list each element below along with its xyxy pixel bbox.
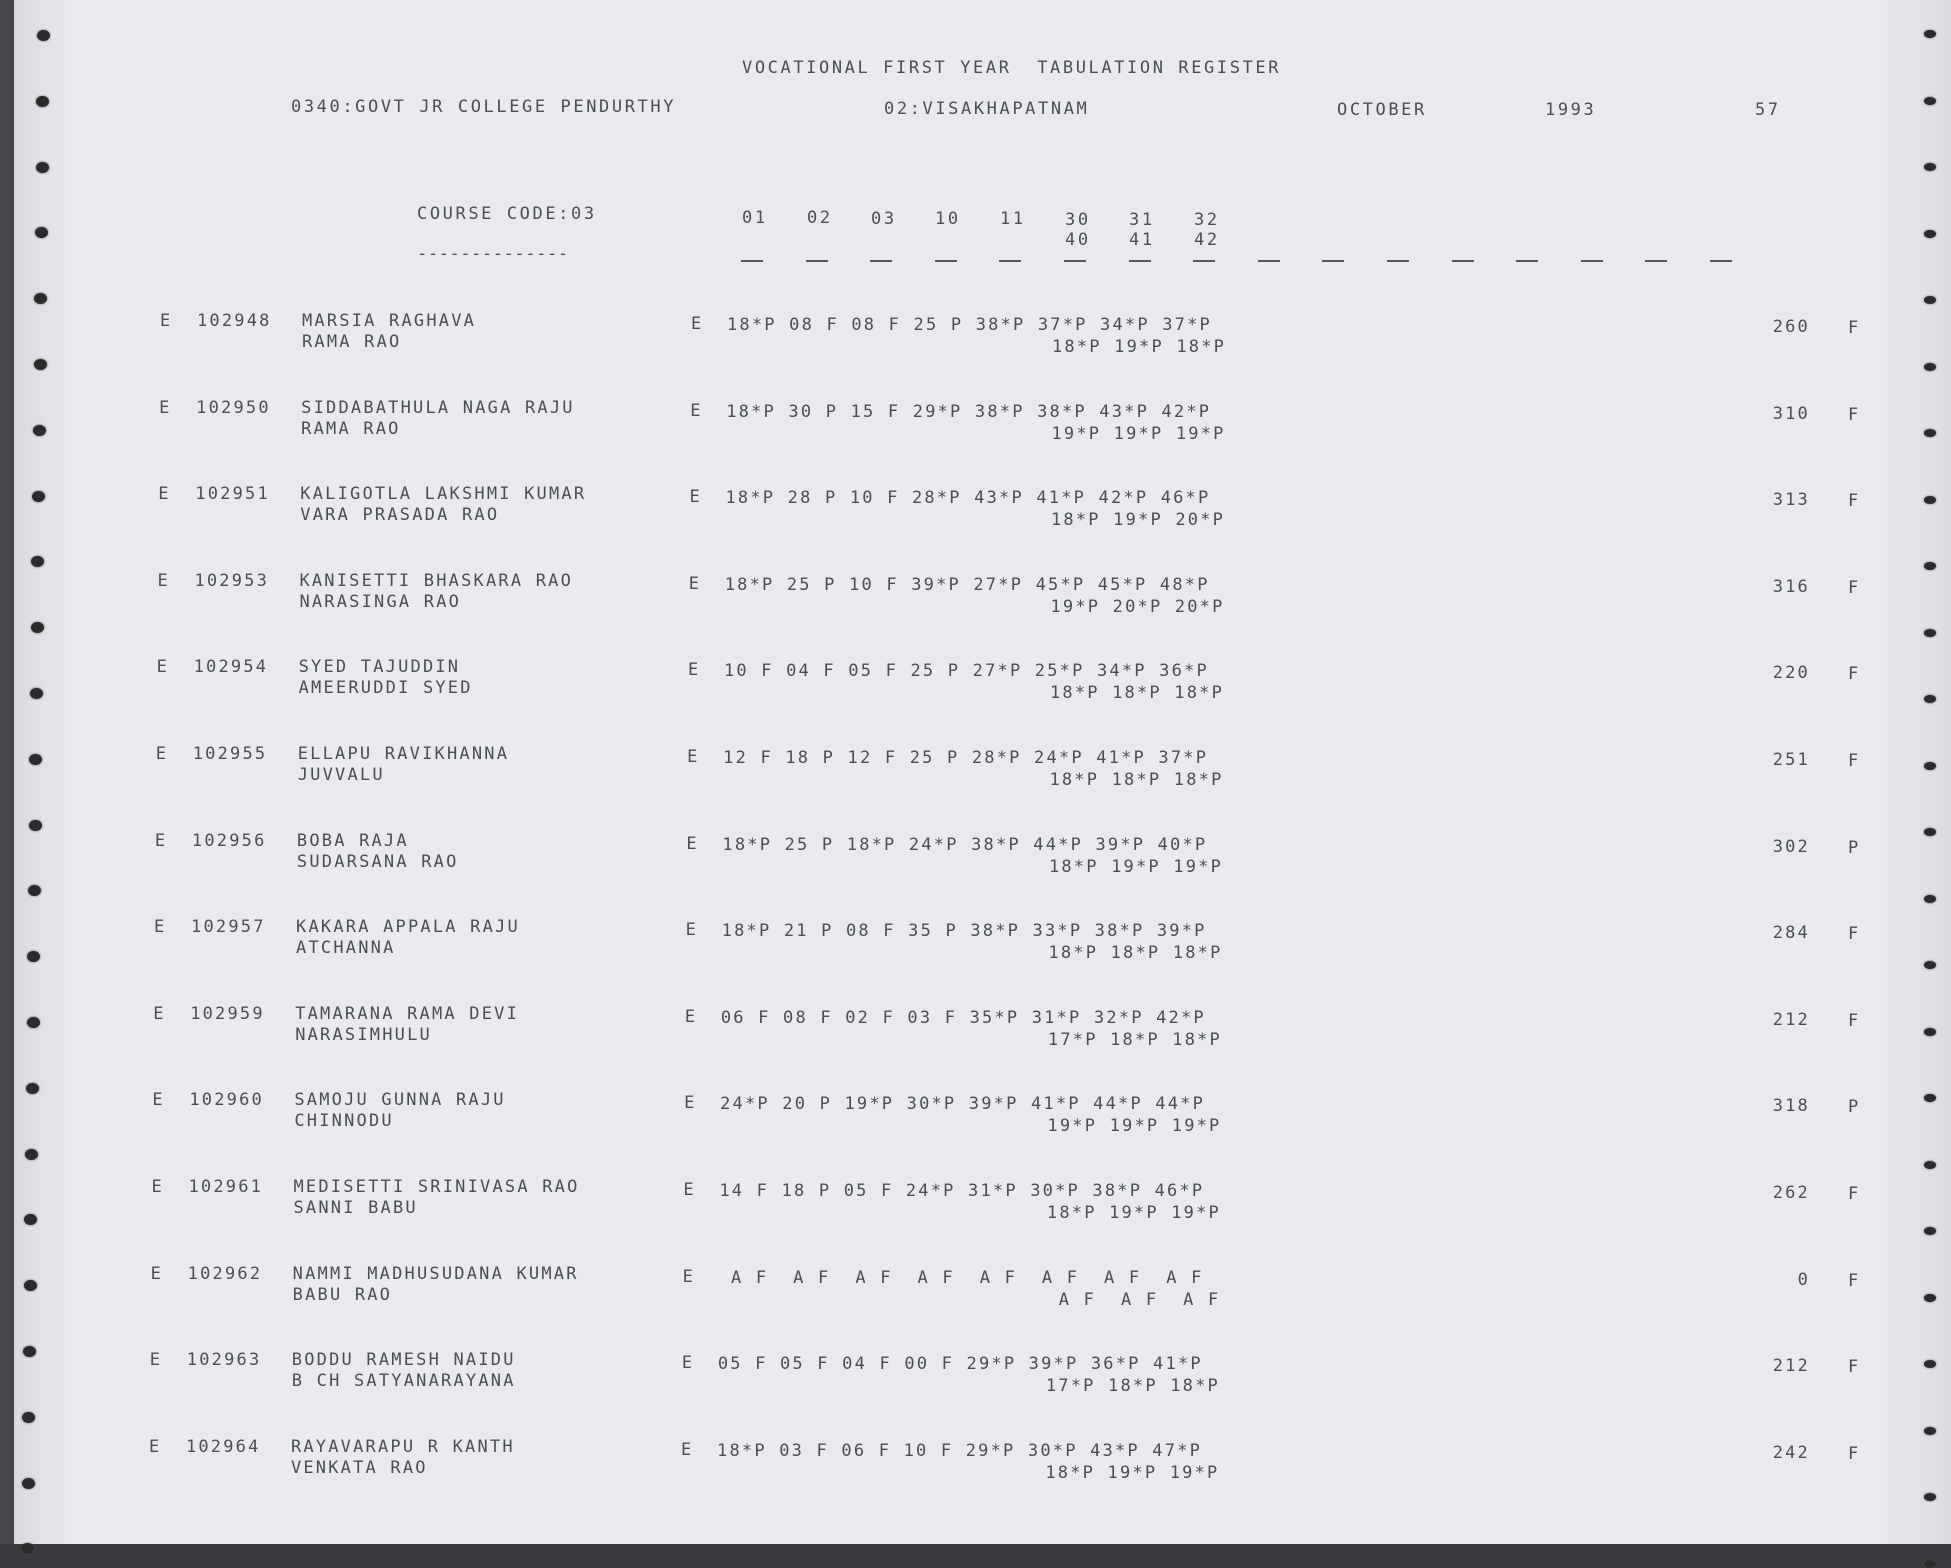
result: F: [1848, 491, 1861, 512]
binder-hole: [26, 1083, 39, 1094]
binder-hole: [36, 96, 49, 107]
parent-name: NARASINGA RAO: [299, 591, 462, 612]
exam-medium: E: [690, 400, 703, 421]
marks-row1: 18*P 08 F 08 F 25 P 38*P 37*P 34*P 37*P: [727, 315, 1212, 335]
total-marks: 313: [1772, 490, 1810, 511]
column-dash: [870, 260, 892, 262]
marks-row2: 18*P 19*P 19*P: [1045, 1462, 1220, 1483]
column-dash: [999, 260, 1021, 262]
roll-number: 102961: [188, 1177, 264, 1197]
result: F: [1848, 1357, 1861, 1378]
marks-row2: 18*P 19*P 19*P: [1048, 856, 1224, 877]
tractor-hole: [1924, 496, 1936, 504]
result: F: [1848, 1270, 1861, 1291]
college-name: 0340:GOVT JR COLLEGE PENDURTHY: [291, 97, 677, 117]
result: F: [1848, 1443, 1861, 1464]
marks-row1: 18*P 25 P 18*P 24*P 38*P 44*P 39*P 40*P: [722, 834, 1208, 855]
medium-code: E: [156, 657, 170, 678]
column-dash: [1516, 260, 1538, 262]
student-name: RAYAVARAPU R KANTH: [290, 1436, 515, 1457]
column-dash: [1258, 260, 1280, 262]
binder-hole: [23, 1346, 36, 1357]
binder-edge: [0, 0, 14, 1544]
subject-code: 11: [1000, 209, 1026, 230]
marks-row2: 18*P 18*P 18*P: [1049, 683, 1225, 704]
medium-code: E: [153, 1003, 166, 1024]
result: F: [1848, 318, 1861, 338]
tractor-hole: [1924, 163, 1936, 171]
exam-medium: E: [687, 660, 701, 681]
subject-code: 32: [1194, 210, 1220, 231]
tractor-hole: [1924, 629, 1936, 637]
parent-name: SUDARSANA RAO: [296, 851, 459, 872]
district-name: 02:VISAKHAPATNAM: [884, 99, 1090, 119]
medium-code: E: [157, 570, 170, 591]
marks-row1: 18*P 25 P 10 F 39*P 27*P 45*P 45*P 48*P: [724, 574, 1210, 595]
binder-hole: [24, 1280, 37, 1291]
medium-code: E: [159, 397, 172, 418]
binder-hole: [34, 359, 47, 370]
binder-hole: [32, 491, 45, 502]
student-name: MARSIA RAGHAVA: [302, 311, 477, 331]
tractor-hole: [1924, 1094, 1936, 1102]
medium-code: E: [155, 744, 169, 764]
total-marks: 251: [1772, 750, 1810, 770]
student-name: NAMMI MADHUSUDANA KUMAR: [292, 1263, 579, 1284]
tractor-hole: [1924, 363, 1936, 371]
marks-row2: 19*P 19*P 19*P: [1047, 1116, 1222, 1137]
total-marks: 302: [1772, 836, 1810, 857]
marks-row2: 18*P 19*P 18*P: [1052, 337, 1227, 357]
medium-code: E: [152, 1090, 165, 1111]
tractor-hole: [1924, 961, 1936, 969]
student-name: KALIGOTLA LAKSHMI KUMAR: [300, 484, 587, 505]
marks-row1: 18*P 28 P 10 F 28*P 43*P 41*P 42*P 46*P: [725, 488, 1211, 509]
subject-code: 10: [935, 208, 961, 229]
column-dash: [806, 260, 828, 262]
marks-row1: 10 F 04 F 05 F 25 P 27*P 25*P 34*P 36*P: [723, 661, 1209, 682]
total-marks: 212: [1772, 1009, 1810, 1030]
student-name: SIDDABATHULA NAGA RAJU: [301, 397, 575, 418]
student-name: KAKARA APPALA RAJU: [296, 917, 520, 938]
student-name: SYED TAJUDDIN: [298, 657, 461, 678]
tractor-hole: [1924, 230, 1936, 238]
student-name: SAMOJU GUNNA RAJU: [294, 1090, 506, 1111]
result: F: [1848, 924, 1861, 945]
column-dash: [935, 260, 957, 262]
exam-medium: E: [682, 1266, 696, 1287]
subject-code-lower: 41: [1129, 230, 1155, 250]
roll-number: 102948: [197, 311, 272, 331]
roll-number: 102954: [193, 657, 269, 678]
exam-month: OCTOBER: [1337, 100, 1427, 120]
binder-hole: [36, 162, 49, 173]
tractor-hole: [1924, 1493, 1936, 1501]
column-dash: [1581, 260, 1603, 262]
column-dash: [1064, 260, 1086, 262]
exam-year: 1993: [1545, 100, 1597, 120]
parent-name: BABU RAO: [292, 1284, 393, 1305]
exam-medium: E: [683, 1180, 696, 1200]
column-dash: [1710, 260, 1732, 262]
subject-code: 02: [807, 208, 833, 229]
binder-hole: [30, 688, 43, 699]
marks-row1: 05 F 05 F 04 F 00 F 29*P 39*P 36*P 41*P: [717, 1354, 1203, 1375]
page-title: VOCATIONAL FIRST YEAR TABULATION REGISTER: [742, 58, 1282, 78]
exam-medium: E: [686, 833, 699, 854]
tractor-hole: [1924, 895, 1936, 903]
total-marks: 316: [1772, 576, 1810, 597]
medium-code: E: [158, 484, 171, 505]
column-dash: [1129, 260, 1151, 262]
parent-name: VENKATA RAO: [290, 1457, 428, 1478]
binder-hole: [37, 30, 50, 41]
exam-medium: E: [684, 1006, 698, 1027]
exam-medium: E: [684, 1093, 697, 1114]
total-marks: 318: [1772, 1096, 1810, 1117]
tractor-hole: [1924, 695, 1936, 703]
tractor-hole: [1924, 828, 1936, 836]
column-dash: [1322, 260, 1344, 262]
student-name: KANISETTI BHASKARA RAO: [299, 570, 574, 591]
total-marks: 212: [1772, 1356, 1810, 1377]
tractor-hole: [1924, 1227, 1936, 1235]
binder-hole: [33, 425, 46, 436]
total-marks: 242: [1772, 1442, 1810, 1463]
medium-code: E: [154, 917, 167, 938]
tractor-hole: [1924, 1360, 1936, 1368]
exam-medium: E: [681, 1353, 695, 1374]
marks-row1: 14 F 18 P 05 F 24*P 31*P 30*P 38*P 46*P: [719, 1181, 1205, 1201]
roll-number: 102960: [189, 1090, 264, 1111]
result: F: [1848, 1184, 1861, 1204]
tractor-hole: [1924, 1161, 1936, 1169]
exam-medium: E: [681, 1439, 694, 1460]
parent-name: ATCHANNA: [296, 938, 396, 959]
total-marks: 0: [1797, 1269, 1810, 1290]
column-dash: [1645, 260, 1667, 262]
course-code: COURSE CODE:03: [417, 204, 597, 224]
exam-medium: E: [689, 487, 702, 508]
tractor-hole: [1924, 762, 1936, 770]
course-code-underline: --------------: [417, 244, 569, 264]
roll-number: 102956: [191, 830, 267, 851]
binder-hole: [21, 1543, 34, 1554]
result: P: [1848, 1097, 1861, 1118]
tractor-hole: [1924, 1028, 1936, 1036]
tractor-hole: [1924, 296, 1936, 304]
marks-row1: 18*P 21 P 08 F 35 P 38*P 33*P 38*P 39*P: [721, 921, 1207, 942]
parent-name: B CH SATYANARAYANA: [291, 1371, 516, 1392]
subject-code: 03: [871, 208, 897, 229]
total-marks: 310: [1772, 403, 1810, 424]
marks-row1: 12 F 18 P 12 F 25 P 28*P 24*P 41*P 37*P: [723, 748, 1209, 768]
medium-code: E: [149, 1350, 163, 1371]
parent-name: RAMA RAO: [301, 418, 401, 439]
roll-number: 102963: [186, 1350, 262, 1371]
subject-code: 30: [1065, 209, 1091, 230]
marks-row2: 18*P 19*P 20*P: [1050, 510, 1226, 531]
result: F: [1848, 404, 1861, 425]
parent-name: RAMA RAO: [302, 332, 402, 352]
column-dash: [1387, 260, 1409, 262]
tractor-hole: [1924, 429, 1936, 437]
marks-row1: A F A F A F A F A F A F A F A F: [718, 1267, 1204, 1288]
result: F: [1848, 1010, 1861, 1031]
column-dash: [1452, 260, 1474, 262]
marks-row2: 18*P 18*P 18*P: [1048, 943, 1223, 964]
roll-number: 102957: [191, 917, 266, 938]
result: F: [1848, 751, 1861, 771]
result: P: [1848, 837, 1861, 858]
marks-row2: 17*P 18*P 18*P: [1045, 1376, 1220, 1397]
parent-name: AMEERUDDI SYED: [298, 678, 473, 699]
medium-code: E: [150, 1263, 164, 1284]
subject-code: 01: [742, 208, 768, 228]
roll-number: 102955: [192, 744, 268, 764]
tractor-hole: [1924, 30, 1936, 38]
total-marks: 220: [1772, 663, 1810, 684]
student-name: MEDISETTI SRINIVASA RAO: [293, 1177, 580, 1197]
tractor-hole: [1924, 562, 1936, 570]
binder-hole: [31, 622, 44, 633]
total-marks: 262: [1772, 1183, 1810, 1203]
roll-number: 102962: [187, 1263, 263, 1284]
tractor-hole: [1924, 1294, 1936, 1302]
subject-code-lower: 40: [1065, 230, 1091, 250]
binder-hole: [22, 1478, 35, 1489]
marks-row2: 18*P 19*P 19*P: [1046, 1203, 1221, 1223]
marks-row1: 06 F 08 F 02 F 03 F 35*P 31*P 32*P 42*P: [720, 1007, 1206, 1028]
student-name: BOBA RAJA: [296, 830, 409, 851]
exam-medium: E: [691, 314, 704, 334]
page-number: 57: [1755, 100, 1781, 120]
medium-code: E: [154, 830, 168, 851]
roll-number: 102950: [196, 397, 271, 418]
parent-name: CHINNODU: [294, 1111, 394, 1132]
roll-number: 102964: [185, 1436, 261, 1457]
subject-code-lower: 42: [1194, 230, 1220, 250]
roll-number: 102951: [195, 484, 270, 505]
marks-row2: 18*P 18*P 18*P: [1049, 770, 1224, 790]
total-marks: 260: [1772, 317, 1810, 337]
marks-row2: 19*P 19*P 19*P: [1051, 423, 1226, 444]
result: F: [1848, 577, 1861, 598]
marks-row2: A F A F A F: [1046, 1289, 1221, 1310]
parent-name: SANNI BABU: [293, 1198, 418, 1218]
result: F: [1848, 664, 1861, 685]
medium-code: E: [151, 1177, 164, 1197]
subject-code: 31: [1129, 209, 1155, 230]
binder-hole: [27, 1017, 40, 1028]
column-dash: [1193, 260, 1215, 262]
column-dash: [741, 260, 763, 262]
medium-code: E: [160, 311, 173, 331]
tractor-hole: [1924, 97, 1936, 105]
exam-medium: E: [687, 747, 700, 767]
total-marks: 284: [1772, 923, 1810, 944]
binder-hole: [29, 820, 42, 831]
marks-row2: 19*P 20*P 20*P: [1050, 596, 1225, 617]
parent-name: VARA PRASADA RAO: [300, 505, 500, 526]
binder-hole: [22, 1412, 35, 1423]
parent-name: JUVVALU: [297, 765, 385, 785]
roll-number: 102959: [190, 1003, 265, 1024]
student-name: ELLAPU RAVIKHANNA: [297, 744, 510, 764]
parent-name: NARASIMHULU: [295, 1024, 432, 1045]
tractor-hole: [1924, 1427, 1936, 1435]
student-name: BODDU RAMESH NAIDU: [291, 1350, 516, 1371]
student-name: TAMARANA RAMA DEVI: [295, 1003, 520, 1024]
marks-row1: 24*P 20 P 19*P 30*P 39*P 41*P 44*P 44*P: [720, 1094, 1206, 1115]
exam-medium: E: [685, 920, 699, 941]
binder-hole: [25, 1149, 38, 1160]
medium-code: E: [148, 1436, 162, 1457]
binder-hole: [29, 754, 42, 765]
marks-row2: 17*P 18*P 18*P: [1047, 1029, 1222, 1050]
marks-row1: 18*P 03 F 06 F 10 F 29*P 30*P 43*P 47*P: [717, 1440, 1203, 1461]
roll-number: 102953: [194, 570, 270, 591]
exam-medium: E: [688, 573, 702, 594]
tractor-hole: [1924, 1560, 1936, 1568]
marks-row1: 18*P 30 P 15 F 29*P 38*P 38*P 43*P 42*P: [726, 401, 1212, 422]
